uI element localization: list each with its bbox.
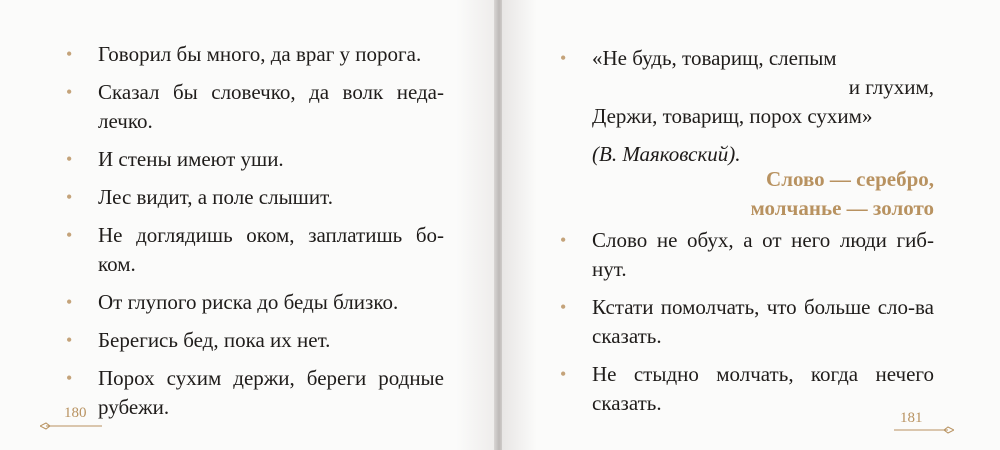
bullet-icon: • [560, 230, 567, 250]
list-item: • От глупого риска до беды близко. [66, 288, 444, 317]
page-number-left: 180 [64, 405, 87, 421]
list-item: • Слово не обух, а от него люди гиб-нут. [560, 228, 934, 281]
list-item: • Не доглядишь оком, заплатишь бо-ком. [66, 223, 444, 276]
heading-line: молчанье — золото [750, 196, 934, 220]
bullet-icon: • [66, 330, 73, 350]
list-item: • Берегись бед, пока их нет. [66, 326, 444, 355]
proverb-list-right [560, 226, 934, 427]
proverb-list-left [66, 40, 444, 431]
bullet-icon: • [66, 44, 73, 64]
bullet-icon: • [66, 187, 73, 207]
bullet-icon: • [66, 292, 73, 312]
quote-attribution: (В. Маяковский). [592, 142, 741, 166]
bullet-icon: • [66, 368, 73, 388]
section-heading [634, 165, 934, 223]
proverb-list-right-top [560, 44, 934, 178]
list-item: • Не стыдно молчать, когда нечего сказать. [560, 362, 934, 415]
page-ornament-icon [894, 424, 954, 436]
quote-line: Держи, товарищ, порох сухим» [592, 104, 873, 128]
list-item: • Лес видит, а поле слышит. [66, 183, 444, 212]
quote-line: «Не будь, товарищ, слепым [592, 46, 837, 70]
list-item: • Говорил бы много, да враг у порога. [66, 40, 444, 69]
left-page [0, 0, 496, 450]
bullet-icon: • [560, 297, 567, 317]
bullet-icon: • [66, 149, 73, 169]
bullet-icon: • [66, 82, 73, 102]
list-item: • Кстати помолчать, что больше сло-ва сказать. [560, 295, 934, 348]
list-item: • Порох сухим держи, береги родные рубежи. [66, 366, 444, 419]
bullet-icon: • [66, 225, 73, 245]
page-ornament-icon [40, 420, 102, 432]
bullet-icon: • [560, 48, 567, 68]
bullet-icon: • [560, 364, 567, 384]
page-number-right: 181 [900, 410, 923, 426]
right-page [502, 0, 1000, 450]
quote-item [560, 44, 934, 169]
list-item: • И стены имеют уши. [66, 145, 444, 174]
quote-line: и глухим, [848, 75, 934, 99]
list-item: • Сказал бы словечко, да волк неда-лечко. [66, 80, 444, 133]
heading-line: Слово — серебро, [766, 167, 934, 191]
